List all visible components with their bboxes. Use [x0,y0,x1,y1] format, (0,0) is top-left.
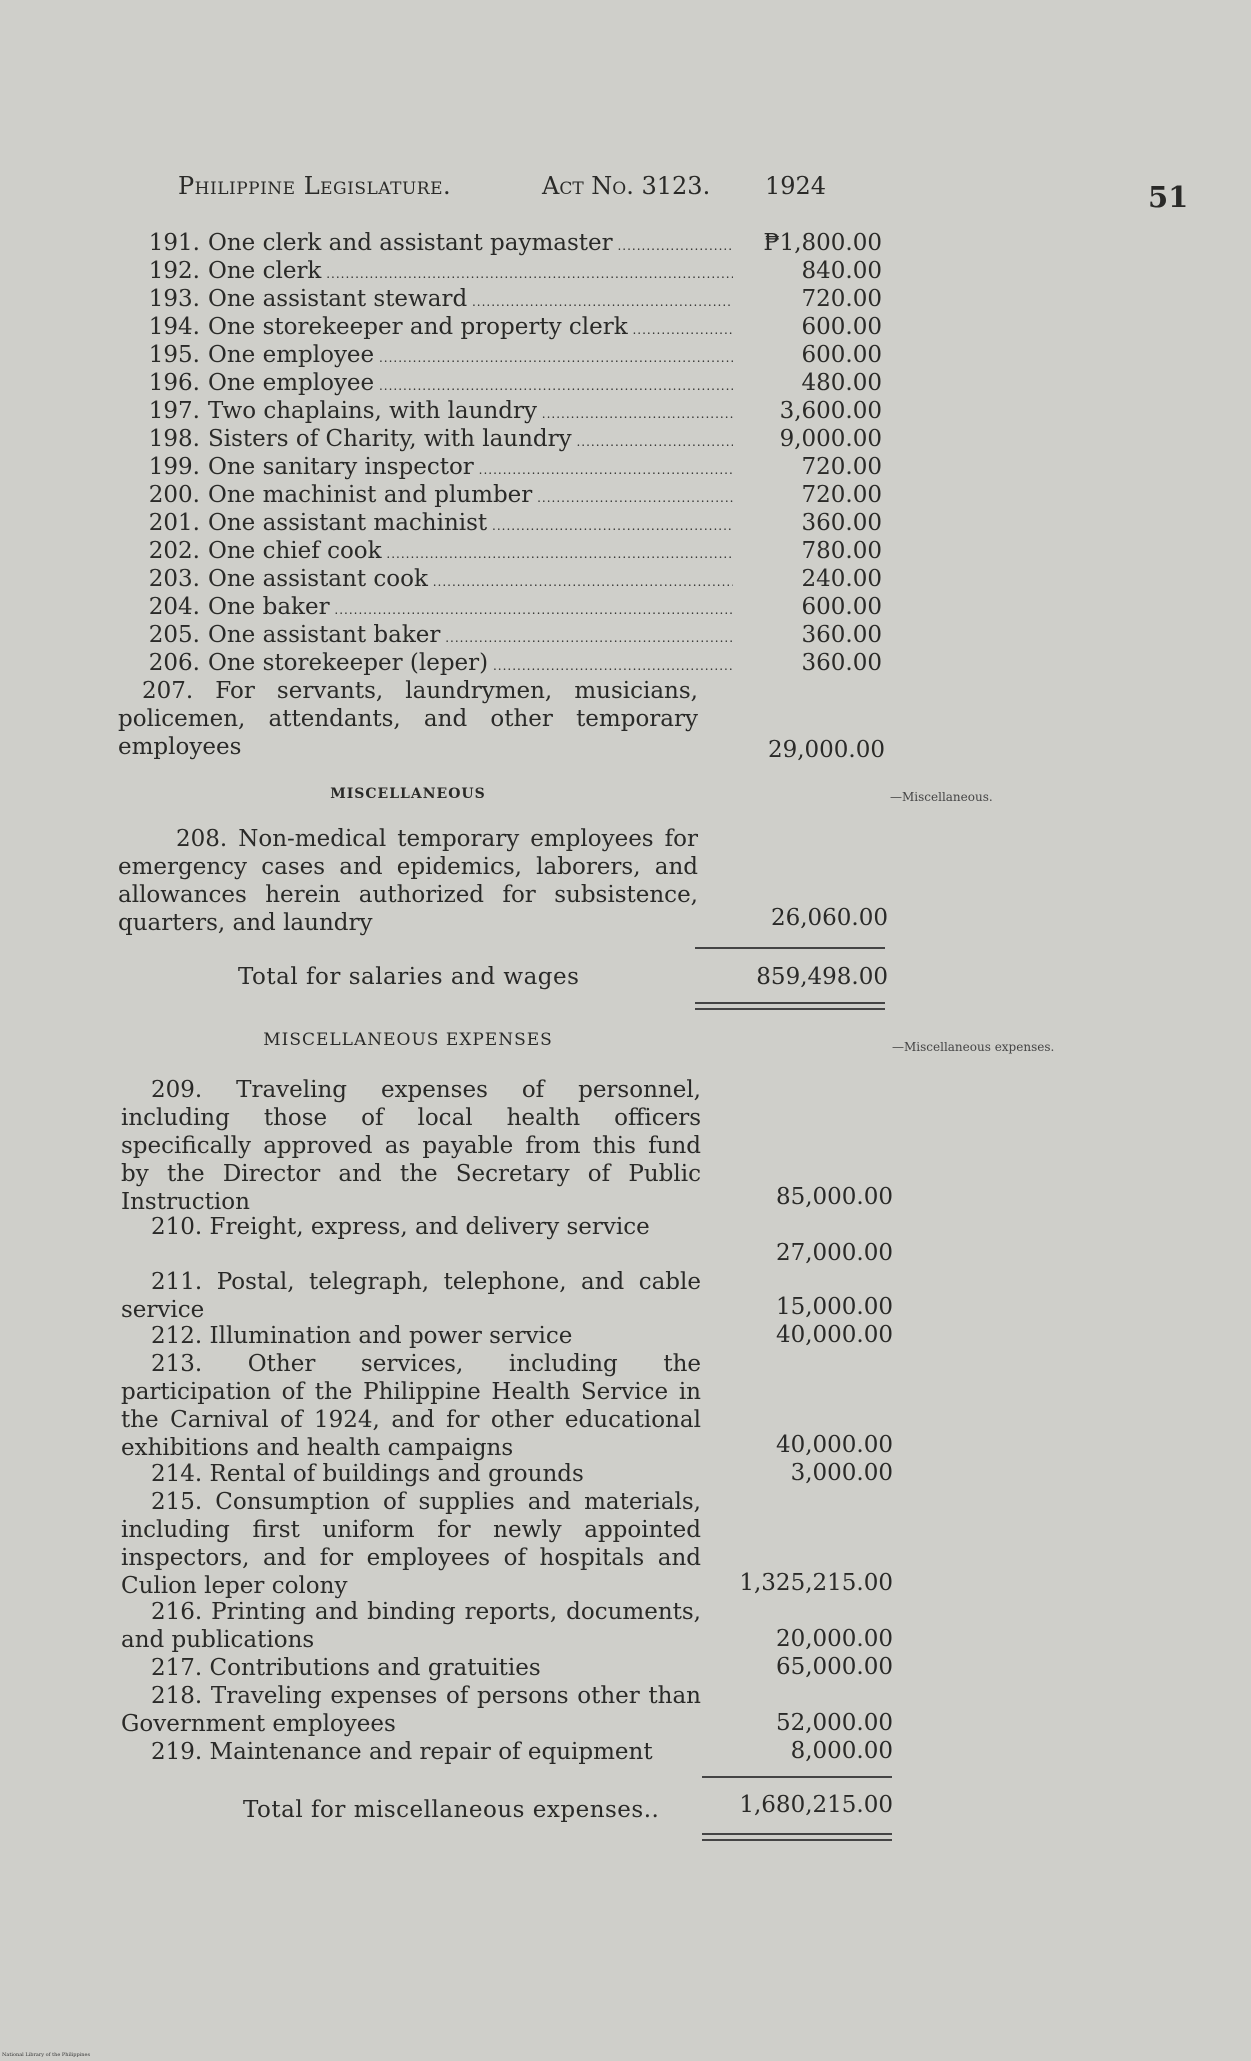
item-number: 200. [148,482,200,508]
expense-item-amount: 8,000.00 [790,1738,893,1764]
item-amount: 360.00 [801,622,882,648]
misc-expenses-heading: MISCELLANEOUS EXPENSES [263,1030,553,1050]
item-amount: 600.00 [801,314,882,340]
item-number: 205. [148,622,200,648]
salary-row [140,566,885,594]
expense-item-amount: 3,000.00 [790,1460,893,1486]
total-rule-2 [695,1008,885,1010]
expense-item-text: 218. Traveling expenses of persons other than Government employees [121,1683,701,1737]
item-number: 194. [148,314,200,340]
item-208-text: 208. Non-medical temporary employees for emergency cases and epidemics, laborers, and allowances herein authorized for subsistence, quarters, and laundry [118,826,698,936]
miscellaneous-heading: MISCELLANEOUS [330,786,486,802]
item-number: 204. [148,594,200,620]
item-number: 196. [148,370,200,396]
item-number: 206. [148,650,200,676]
header-act: Act No. 3123. [542,172,711,200]
expense-item-text: 209. Traveling expenses of personnel, including those of local health officers specifically approved as payable from this fund by the Director and the Secretary of Public Instruction [121,1077,701,1215]
item-amount: 780.00 [801,538,882,564]
item-208-amount: 26,060.00 [770,905,888,931]
total-misc-amount: 1,680,215.00 [739,1792,893,1818]
salary-row [140,258,885,286]
item-description: One storekeeper (leper) ..... [208,650,733,676]
misc-subtotal-rule [702,1776,892,1778]
salary-row [140,454,885,482]
header-year: 1924 [765,172,827,200]
item-description: Two chaplains, with laundry ..... [208,398,733,424]
item-number: 191. [148,230,200,256]
item-description: One assistant cook ..... [208,566,733,592]
misc-total-rule-1 [702,1833,892,1835]
item-description: One clerk and assistant paymaster ..... [208,230,733,256]
expense-item-amount: 27,000.00 [775,1240,893,1266]
salary-row [140,426,885,454]
item-description: One employee ..... [208,370,733,396]
item-number: 193. [148,286,200,312]
expense-item-amount: 1,325,215.00 [739,1570,893,1596]
item-number: 198. [148,426,200,452]
item-description: One assistant baker ..... [208,622,733,648]
salary-row [140,286,885,314]
item-number: 197. [148,398,200,424]
item-amount: 720.00 [801,454,882,480]
footer-credit: National Library of the Philippines [2,2052,91,2058]
item-number: 202. [148,538,200,564]
header-title: Philippine Legislature. [178,172,452,200]
item-amount: 3,600.00 [779,398,882,424]
salary-row [140,538,885,566]
total-salaries-amount: 859,498.00 [756,964,888,990]
expense-item-amount: 40,000.00 [775,1322,893,1348]
salary-row [140,342,885,370]
item-number: 201. [148,510,200,536]
item-description: One machinist and plumber ..... [208,482,733,508]
item-number: 195. [148,342,200,368]
expense-item-text: 213. Other services, including the participation of the Philippine Health Service in the Carnival of 1924, and for other educational exhibitions and health campaigns [121,1351,701,1461]
item-description: One baker ..... [208,594,733,620]
item-description: One storekeeper and property clerk ..... [208,314,733,340]
item-amount: 9,000.00 [779,426,882,452]
expense-item-amount: 52,000.00 [775,1710,893,1736]
salary-row [140,398,885,426]
item-description: One assistant steward ..... [208,286,733,312]
salary-row [140,650,885,678]
expense-item-text: 215. Consumption of supplies and materials, including first uniform for newly appointed inspectors, and for employees of hospitals and Culion leper colony [121,1489,701,1599]
item-description: Sisters of Charity, with laundry ..... [208,426,733,452]
item-207-amount: 29,000.00 [767,737,885,763]
expense-item-amount: 65,000.00 [775,1654,893,1680]
salary-row [140,314,885,342]
item-description: One chief cook ..... [208,538,733,564]
expense-item-text: 219. Maintenance and repair of equipment [151,1739,653,1765]
expense-item-text: 210. Freight, express, and delivery service [151,1214,650,1240]
item-amount: 480.00 [801,370,882,396]
salary-row [140,594,885,622]
item-number: 199. [148,454,200,480]
subtotal-rule [695,947,885,949]
expense-item-text: 212. Illumination and power service [151,1323,573,1349]
item-amount: 600.00 [801,594,882,620]
expense-item-amount: 15,000.00 [775,1294,893,1320]
expense-item-text: 216. Printing and binding reports, documents, and publications [121,1599,701,1653]
item-amount: ₱1,800.00 [763,230,882,256]
salary-row [140,510,885,538]
salary-row [140,230,885,258]
misc-expenses-margin-note: —Miscellaneous expenses. [892,1040,1055,1054]
expense-item-amount: 85,000.00 [775,1184,893,1210]
item-description: One assistant machinist ..... [208,510,733,536]
item-description: One clerk ..... [208,258,733,284]
total-rule-1 [695,1002,885,1004]
item-description: One sanitary inspector ..... [208,454,733,480]
page-header [178,172,1189,214]
salary-row [140,370,885,398]
item-number: 203. [148,566,200,592]
item-amount: 360.00 [801,510,882,536]
item-amount: 600.00 [801,342,882,368]
total-misc-label: Total for miscellaneous expenses.. [243,1797,660,1823]
salary-row [140,622,885,650]
item-207-text: 207. For servants, laundrymen, musicians, policemen, attendants, and other temporary employees [118,678,698,760]
item-amount: 840.00 [801,258,882,284]
page-number: 51 [1148,180,1189,214]
expense-item-text: 217. Contributions and gratuities [151,1655,541,1681]
total-salaries-label: Total for salaries and wages [238,964,580,990]
item-number: 192. [148,258,200,284]
miscellaneous-margin-note: —Miscellaneous. [890,790,993,804]
expense-item-text: 211. Postal, telegraph, telephone, and cable service [121,1269,701,1323]
expense-item-text: 214. Rental of buildings and grounds [151,1461,584,1487]
item-amount: 240.00 [801,566,882,592]
item-amount: 720.00 [801,286,882,312]
item-description: One employee ..... [208,342,733,368]
expense-item-amount: 20,000.00 [775,1626,893,1652]
item-amount: 720.00 [801,482,882,508]
salary-row [140,482,885,510]
misc-total-rule-2 [702,1839,892,1841]
item-amount: 360.00 [801,650,882,676]
expense-item-amount: 40,000.00 [775,1432,893,1458]
